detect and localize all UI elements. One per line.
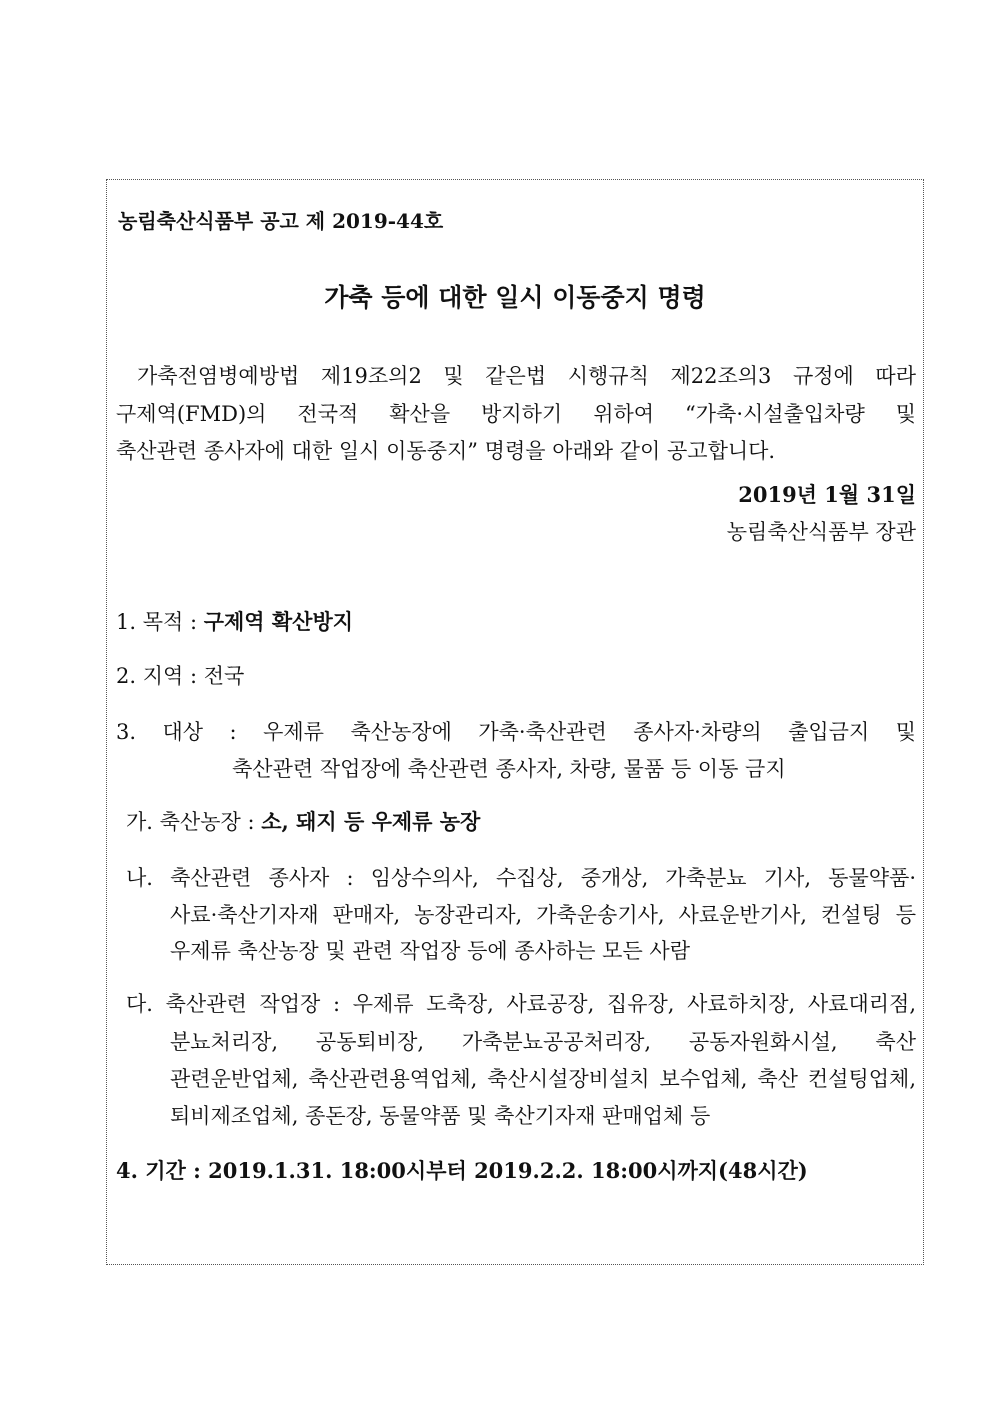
sub-item-farm-label: 가. 축산농장 : bbox=[126, 810, 262, 834]
item-region bbox=[116, 662, 244, 690]
item-region-value: 전국 bbox=[203, 664, 245, 688]
intro-line-1 bbox=[116, 362, 916, 390]
intro-line-1-text: 가축전염병예방법 제19조의2 및 같은법 시행규칙 제22조의3 규정에 따라 bbox=[137, 364, 916, 388]
notice-issuer: 농림축산식품부 장관 bbox=[726, 520, 916, 544]
item-target-line-1: 3. 대상 : 우제류 축산농장에 가축·축산관련 종사자·차량의 출입금지 및 bbox=[116, 720, 916, 744]
intro-line-2: 구제역(FMD)의 전국적 확산을 방지하기 위하여 “가축·시설출입차량 및 bbox=[116, 402, 916, 426]
sub-item-workers-line-1: 나. 축산관련 종사자 : 임상수의사, 수집상, 중개상, 가축분뇨 기사, 동물약품· bbox=[126, 866, 916, 890]
sub-item-workers-line-3: 우제류 축산농장 및 관련 작업장 등에 종사하는 모든 사람 bbox=[170, 939, 690, 963]
item-purpose-value: 구제역 확산방지 bbox=[203, 609, 354, 634]
intro-line-3: 축산관련 종사자에 대한 일시 이동중지” 명령을 아래와 같이 공고합니다. bbox=[116, 439, 776, 463]
sub-item-workplace-line-3: 관련운반업체, 축산관련용역업체, 축산시설장비설치 보수업체, 축산 컨설팅업체, bbox=[170, 1067, 916, 1091]
sub-item-farm-value: 소, 돼지 등 우제류 농장 bbox=[261, 809, 481, 834]
item-region-label: 2. 지역 : bbox=[116, 664, 204, 688]
notice-date: 2019년 1월 31일 bbox=[738, 482, 916, 507]
notice-number: 농림축산식품부 공고 제 2019-44호 bbox=[118, 209, 444, 233]
item-purpose-label: 1. 목적 : bbox=[116, 610, 204, 634]
sub-item-workplace-line-4: 퇴비제조업체, 종돈장, 동물약품 및 축산기자재 판매업체 등 bbox=[170, 1104, 711, 1128]
item-period: 4. 기간 : 2019.1.31. 18:00시부터 2019.2.2. 18:00시까지(48시간) bbox=[116, 1158, 808, 1183]
item-purpose bbox=[116, 608, 353, 636]
sub-item-workplace-line-2: 분뇨처리장, 공동퇴비장, 가축분뇨공공처리장, 공동자원화시설, 축산 bbox=[170, 1030, 916, 1054]
sub-item-workers-line-2: 사료·축산기자재 판매자, 농장관리자, 가축운송기사, 사료운반기사, 컨설팅 등 bbox=[170, 903, 916, 927]
item-target-line-2: 축산관련 작업장에 축산관련 종사자, 차량, 물품 등 이동 금지 bbox=[232, 757, 786, 781]
sub-item-workplace-line-1: 다. 축산관련 작업장 : 우제류 도축장, 사료공장, 집유장, 사료하치장, 사료대리점, bbox=[126, 992, 916, 1016]
sub-item-farm bbox=[126, 808, 480, 836]
notice-title: 가축 등에 대한 일시 이동중지 명령 bbox=[324, 283, 706, 312]
